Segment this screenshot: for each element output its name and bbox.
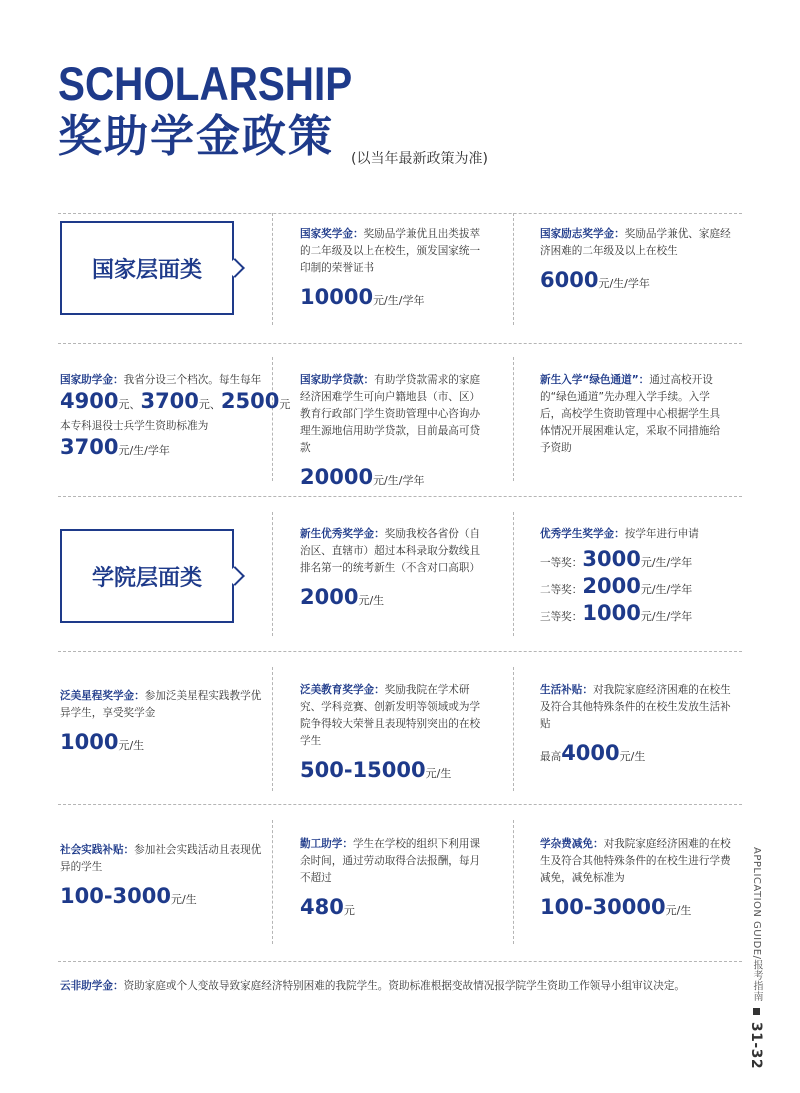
- cell-national-grant: [60, 372, 291, 460]
- amount: 4000: [561, 741, 620, 765]
- amount-unit: 元、: [118, 398, 141, 411]
- cell-text: 参加泛美星程实践教学优异学生，享受奖学金: [60, 690, 262, 719]
- page-number: 31-32: [748, 1021, 764, 1070]
- amount-unit: 元/生/学年: [640, 556, 693, 569]
- cell-green-channel: [540, 372, 730, 457]
- cell-title: 勤工助学：: [300, 838, 353, 850]
- amount: 6000: [540, 268, 599, 292]
- cell-tuition-reduction: [540, 836, 740, 920]
- amount-unit: 元/生/学年: [373, 474, 425, 487]
- amount: 100-30000: [540, 895, 666, 919]
- divider: [272, 512, 273, 636]
- amount: 500-15000: [300, 758, 426, 782]
- title-note: (以当年最新政策为准): [351, 151, 488, 167]
- divider: [272, 667, 273, 791]
- amount-unit: 元/生/学年: [640, 610, 693, 624]
- amount-unit: 元/生: [358, 594, 385, 607]
- amount-unit: 元/生: [171, 893, 197, 906]
- amount: 20000: [300, 465, 374, 489]
- amount: 100-3000: [60, 884, 171, 908]
- cell-text: 奖励我院在学术研究、学科竞赛、创新发明等领域或为学院争得较大荣誉且表现特别突出的在校学生: [300, 684, 481, 747]
- amount-unit: 元/生: [425, 767, 452, 780]
- cell-text: 奖励品学兼优、家庭经济困难的二年级及以上在校生: [540, 228, 731, 257]
- cell-title: 优秀学生奖学金：: [540, 528, 625, 540]
- amount: 2500: [220, 389, 280, 413]
- amount: 1000: [582, 601, 641, 626]
- divider: [272, 213, 273, 325]
- cell-fanmei-education-scholarship: [300, 682, 490, 783]
- cell-title: 国家励志奖学金：: [540, 228, 625, 240]
- prefix: 最高: [540, 751, 562, 763]
- divider: [513, 820, 514, 944]
- cell-living-subsidy: [540, 682, 740, 766]
- cell-title: 新生优秀奖学金：: [300, 528, 385, 540]
- cell-national-loan: [300, 372, 490, 490]
- chinese-title: 奖助学金政策: [58, 111, 334, 162]
- cell-text: 我省分设三个档次。每生每年: [123, 374, 262, 386]
- square-icon: [753, 1008, 760, 1015]
- cell-text: 学生在学校的组织下利用课余时间，通过劳动取得合法报酬，每月不超过: [300, 838, 481, 884]
- amount: 3000: [582, 547, 641, 571]
- cell-national-scholarship: [300, 226, 490, 310]
- cell-title: 泛美教育奖学金：: [300, 684, 385, 696]
- cell-title: 国家奖学金：: [300, 228, 364, 240]
- cell-text: 有助学贷款需求的家庭经济困难学生可向户籍地县（市、区）教育行政部门学生资助管理中心咨询办理生源地信用助学贷款，目前最高可贷款: [300, 374, 481, 454]
- divider: [272, 357, 273, 481]
- english-title: SCHOLARSHIP: [58, 57, 353, 110]
- section-label-college: 学院层面类: [60, 529, 234, 623]
- divider: [513, 512, 514, 636]
- amount-unit: 元: [279, 398, 291, 411]
- cell-title: 学杂费减免：: [540, 838, 604, 850]
- amount-unit: 元/生: [665, 904, 692, 917]
- divider: [513, 213, 514, 325]
- amount: 10000: [300, 285, 374, 309]
- cell-title: 泛美星程奖学金：: [60, 690, 145, 702]
- amount-unit: 元/生/学年: [373, 294, 425, 307]
- amount-unit: 元/生: [619, 750, 646, 763]
- cell-title: 社会实践补贴：: [60, 844, 135, 856]
- prize-level: 一等奖：: [540, 557, 583, 569]
- footer-note: [60, 978, 740, 995]
- amount-unit: 元/生: [118, 739, 145, 752]
- divider: [513, 357, 514, 481]
- amount-unit: 元/生/学年: [598, 277, 650, 290]
- amount: 2000: [582, 574, 641, 599]
- amount-unit: 元、: [198, 398, 221, 411]
- divider: [58, 804, 742, 805]
- amount: 4900: [60, 389, 119, 413]
- guide-label: APPLICATION GUIDE/报考指南: [751, 847, 762, 1002]
- amount-unit: 元/生/学年: [118, 444, 170, 458]
- cell-text: 奖励品学兼优且出类拔萃的二年级及以上在校生，颁发国家统一印制的荣誉证书: [300, 228, 481, 274]
- cell-freshman-scholarship: [300, 526, 490, 610]
- cell-national-encouragement: [540, 226, 740, 293]
- cell-work-study: [300, 836, 490, 920]
- cell-title: 国家助学金：: [60, 374, 124, 386]
- cell-text: 资助家庭或个人变故导致家庭经济特别困难的我院学生。资助标准根据变故情况报学院学生资助工作领导小组审议决定。: [123, 980, 686, 992]
- amount: 3700: [60, 435, 119, 460]
- cell-text: 通过高校开设的“绿色通道”先办理入学手续。入学后，高校学生资助管理中心根据学生具体情况开展困难认定，采取不同措施给予资助: [540, 374, 721, 454]
- divider: [58, 651, 742, 652]
- cell-title: 国家助学贷款：: [300, 374, 375, 386]
- cell-social-practice-subsidy: [60, 842, 270, 909]
- amount: 1000: [60, 730, 119, 754]
- cell-text: 按学年进行申请: [624, 528, 699, 540]
- divider: [513, 667, 514, 791]
- cell-title: 云非助学金：: [60, 980, 124, 992]
- divider: [58, 961, 742, 962]
- cell-excellent-student-scholarship: [540, 526, 740, 627]
- divider: [58, 496, 742, 497]
- cell-text: 对我院家庭经济困难的在校生及符合其他特殊条件的在校生进行学费减免，减免标准为: [540, 838, 731, 884]
- side-page-label: [748, 847, 764, 1069]
- amount: 2000: [300, 585, 359, 609]
- divider: [58, 213, 742, 214]
- cell-text: 本专科退役士兵学生资助标准为: [60, 420, 209, 433]
- section-label-national: 国家层面类: [60, 221, 234, 315]
- divider: [272, 820, 273, 944]
- divider: [58, 343, 742, 344]
- prize-level: 三等奖：: [540, 611, 583, 624]
- cell-title: 生活补贴：: [540, 684, 593, 696]
- cell-text: 奖励我校各省份（自治区、直辖市）超过本科录取分数线且排名第一的统考新生（不含对口高职）: [300, 528, 481, 574]
- cell-text: 对我院家庭经济困难的在校生及符合其他特殊条件的在校生发放生活补贴: [540, 684, 731, 730]
- prize-level: 二等奖：: [540, 584, 583, 597]
- amount-unit: 元: [343, 904, 355, 917]
- amount-unit: 元/生/学年: [640, 583, 693, 597]
- amount: 3700: [140, 389, 199, 413]
- cell-fanmei-star-scholarship: [60, 688, 270, 755]
- amount: 480: [300, 895, 344, 919]
- cell-text: 参加社会实践活动且表现优异的学生: [60, 844, 262, 873]
- cell-title: 新生入学“绿色通道”：: [540, 374, 650, 386]
